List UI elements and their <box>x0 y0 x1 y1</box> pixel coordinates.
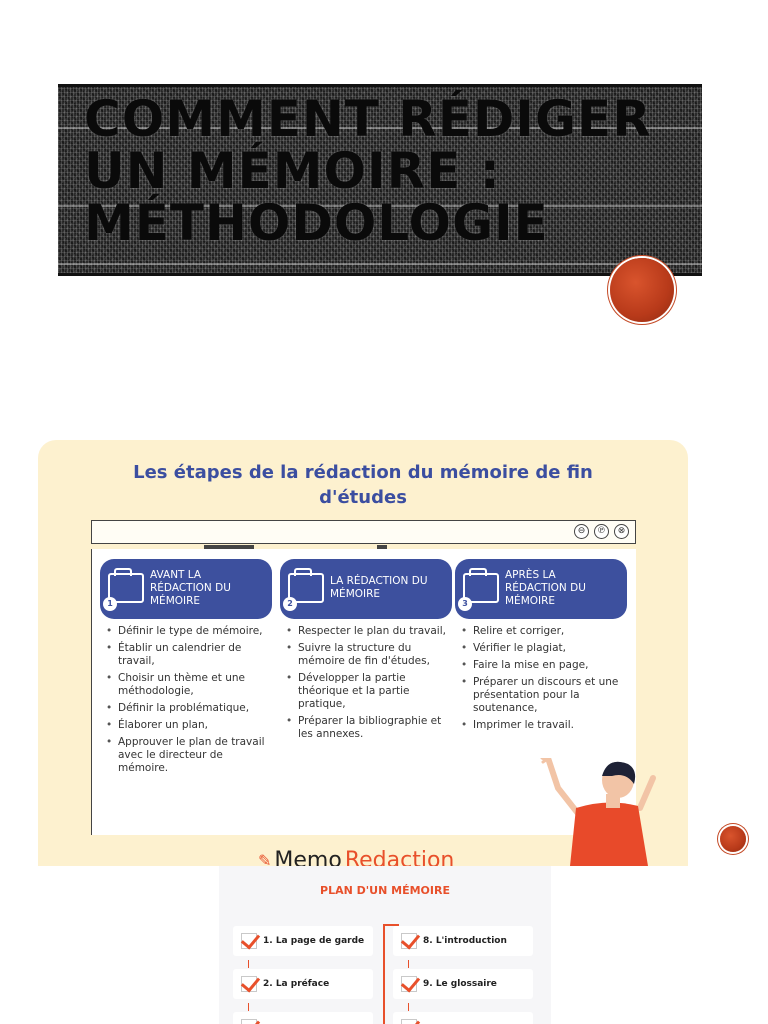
step-list <box>455 625 627 732</box>
list-item: • Faire la mise en page, <box>455 659 627 672</box>
list-item: • Vérifier le plagiat, <box>455 642 627 655</box>
list-item: • Respecter le plan du travail, <box>280 625 452 638</box>
close-icon: ⊗ <box>614 524 629 539</box>
list-item: • Approuver le plan de travail avec le directeur de mémoire. <box>100 736 272 775</box>
plan-item <box>233 926 373 956</box>
plan-item <box>233 969 373 999</box>
list-item: • Préparer un discours et une présentation pour la soutenance, <box>455 676 627 715</box>
brand-icon: ✎ <box>258 851 272 866</box>
slide-title: COMMENT RÉDIGER UN MÉMOIRE : MÉTHODOLOGIE <box>84 90 652 252</box>
step-header <box>455 559 627 619</box>
list-item: • Définir la problématique, <box>100 702 272 715</box>
window-bar <box>91 520 636 544</box>
list-item: • Suivre la structure du mémoire de fin d'études, <box>280 642 452 668</box>
step-header <box>100 559 272 619</box>
step-list <box>280 625 452 741</box>
step-heading: APRÈS LA RÉDACTION DU MÉMOIRE <box>505 569 586 607</box>
checkbox-icon <box>401 976 417 992</box>
plan-connector <box>248 1003 249 1011</box>
steps-infographic <box>38 440 688 866</box>
step-header <box>280 559 452 619</box>
title-banner <box>58 84 702 276</box>
person-illustration <box>508 758 678 866</box>
brand-name-part2: Redaction <box>344 848 455 866</box>
plan-item-label: 1. La page de garde <box>263 936 365 946</box>
plan-infographic <box>219 866 551 1024</box>
tab-notch <box>204 545 254 549</box>
list-item: • Établir un calendrier de travail, <box>100 642 272 668</box>
list-item: • Imprimer le travail. <box>455 719 627 732</box>
list-item: • Préparer la bibliographie et les annexes. <box>280 715 452 741</box>
plan-connector <box>408 960 409 968</box>
checkbox-icon <box>241 1019 257 1024</box>
checkbox-icon <box>401 933 417 949</box>
step-column-after <box>455 559 627 736</box>
step-heading: LA RÉDACTION DU MÉMOIRE <box>330 575 428 600</box>
step-number: 3 <box>458 597 472 611</box>
pin-icon: ℗ <box>594 524 609 539</box>
checkbox-icon <box>401 1019 417 1024</box>
plan-item <box>393 1012 533 1024</box>
list-item: • Élaborer un plan, <box>100 719 272 732</box>
plan-item-label: 2. La préface <box>263 979 330 989</box>
checkbox-icon <box>241 933 257 949</box>
list-item: • Définir le type de mémoire, <box>100 625 272 638</box>
list-item: • Relire et corriger, <box>455 625 627 638</box>
step-heading: AVANT LA RÉDACTION DU MÉMOIRE <box>150 569 231 607</box>
window-controls <box>574 524 629 539</box>
step-number: 2 <box>283 597 297 611</box>
plan-item <box>393 969 533 999</box>
banner-texture-line <box>58 263 702 265</box>
tab-notch <box>377 545 387 549</box>
infographic-title: Les étapes de la rédaction du mémoire de fin d'études <box>133 462 593 508</box>
brand-name-part1: Memo <box>274 848 342 866</box>
decorative-circle <box>720 826 746 852</box>
plan-item <box>393 926 533 956</box>
step-column-before <box>100 559 272 779</box>
plan-connector <box>248 960 249 968</box>
step-list <box>100 625 272 775</box>
list-item: • Choisir un thème et une méthodologie, <box>100 672 272 698</box>
decorative-circle <box>610 258 674 322</box>
plan-item-label: 9. Le glossaire <box>423 979 497 989</box>
step-number: 1 <box>103 597 117 611</box>
list-item: • Développer la partie théorique et la partie pratique, <box>280 672 452 711</box>
checkbox-icon <box>241 976 257 992</box>
plan-connector <box>383 924 385 1024</box>
plan-item <box>233 1012 373 1024</box>
step-column-during <box>280 559 452 745</box>
minimize-icon: ⊖ <box>574 524 589 539</box>
plan-item-label: 8. L'introduction <box>423 936 507 946</box>
brand-logo <box>258 846 454 866</box>
plan-title: PLAN D'UN MÉMOIRE <box>320 884 450 897</box>
plan-connector <box>408 1003 409 1011</box>
